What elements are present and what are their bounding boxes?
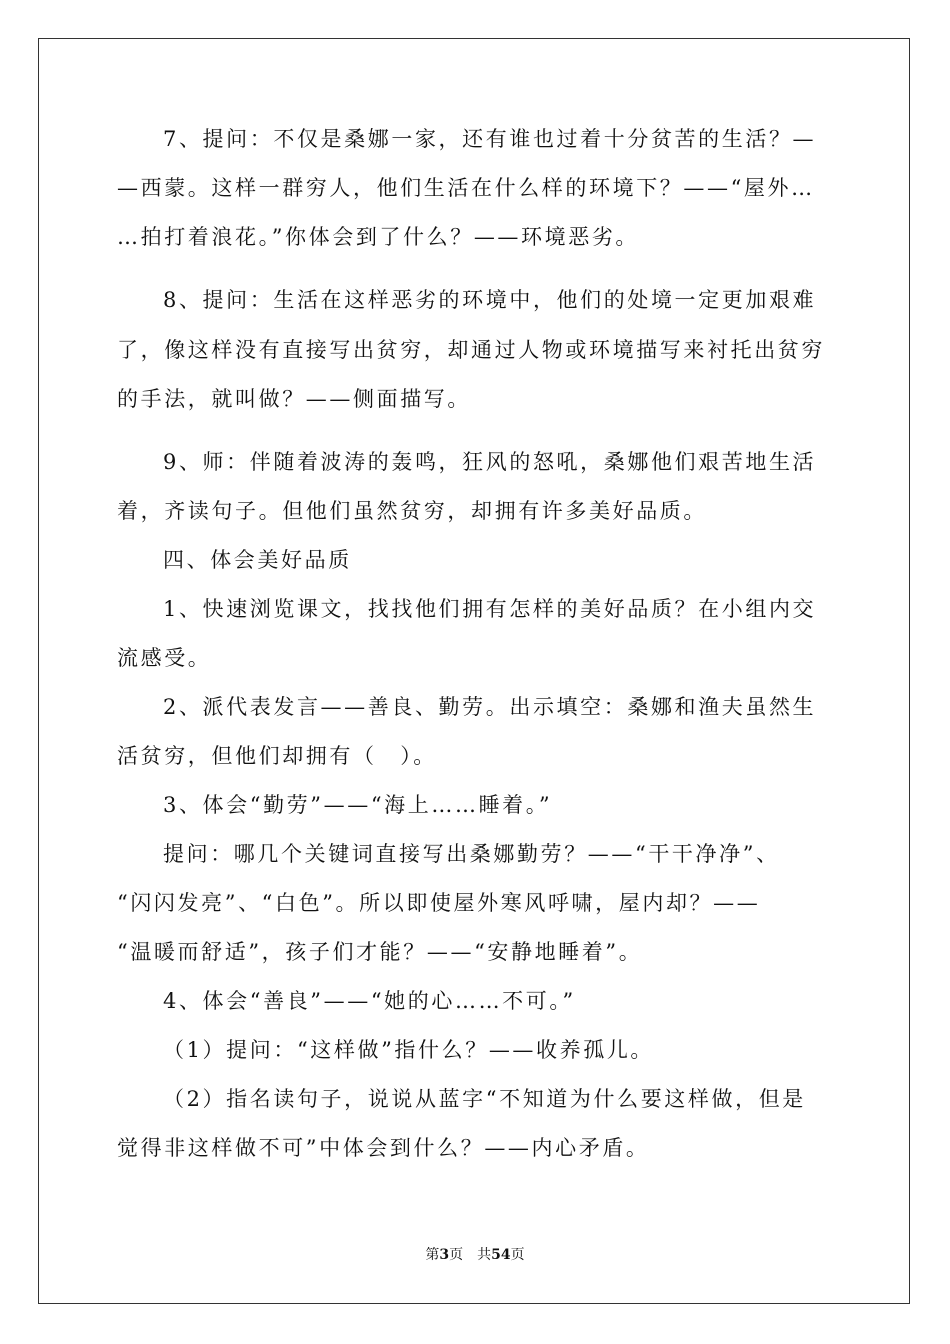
text-line: 1、快速浏览课文，找找他们拥有怎样的美好品质？在小组内交 — [163, 597, 817, 621]
text-line: 觉得非这样做不可”中体会到什么？——内心矛盾。 — [117, 1136, 650, 1160]
text-line: …拍打着浪花。”你体会到了什么？——环境恶劣。 — [117, 225, 640, 249]
page-suffix: 页 — [449, 1247, 464, 1263]
text-line: 的手法，就叫做？——侧面描写。 — [117, 387, 471, 411]
text-line: 着，齐读句子。但他们虽然贫穷，却拥有许多美好品质。 — [117, 499, 707, 523]
page-prefix: 第 — [425, 1247, 440, 1263]
text-line: 2、派代表发言——善良、勤劳。出示填空：桑娜和渔夫虽然生 — [163, 695, 817, 719]
text-line: 3、体会“勤劳”——“海上……睡着。” — [163, 793, 553, 817]
text-line: —西蒙。这样一群穷人，他们生活在什么样的环境下？——“屋外… — [117, 176, 815, 200]
text-line: 提问：哪几个关键词直接写出桑娜勤劳？——“干干净净”、 — [163, 842, 780, 866]
text-line: 了，像这样没有直接写出贫穷，却通过人物或环境描写来衬托出贫穷 — [117, 338, 825, 362]
page-footer — [0, 1245, 950, 1265]
total-prefix: 共 — [477, 1247, 492, 1263]
text-line: 9、师：伴随着波涛的轰鸣，狂风的怒吼，桑娜他们艰苦地生活 — [163, 450, 817, 474]
text-line: 8、提问：生活在这样恶劣的环境中，他们的处境一定更加艰难 — [163, 288, 817, 312]
text-line: 活贫穷，但他们却拥有（ ）。 — [117, 744, 437, 768]
total-pages: 54 — [491, 1247, 511, 1263]
text-line: （2）指名读句子，说说从蓝字“不知道为什么要这样做，但是 — [163, 1087, 806, 1111]
text-line: 4、体会“善良”——“她的心……不可。” — [163, 989, 576, 1013]
text-line: 7、提问：不仅是桑娜一家，还有谁也过着十分贫苦的生活？— — [163, 127, 817, 151]
total-suffix: 页 — [510, 1247, 525, 1263]
text-line: “温暖而舒适”，孩子们才能？——“安静地睡着”。 — [117, 940, 643, 964]
text-line: 流感受。 — [117, 646, 212, 670]
text-line: （1）提问：“这样做”指什么？——收养孤儿。 — [163, 1038, 655, 1062]
text-line: “闪闪发亮”、“白色”。所以即使屋外寒风呼啸，屋内却？—— — [117, 891, 761, 915]
section-heading: 四、体会美好品质 — [163, 548, 352, 572]
page-number: 3 — [439, 1247, 450, 1263]
